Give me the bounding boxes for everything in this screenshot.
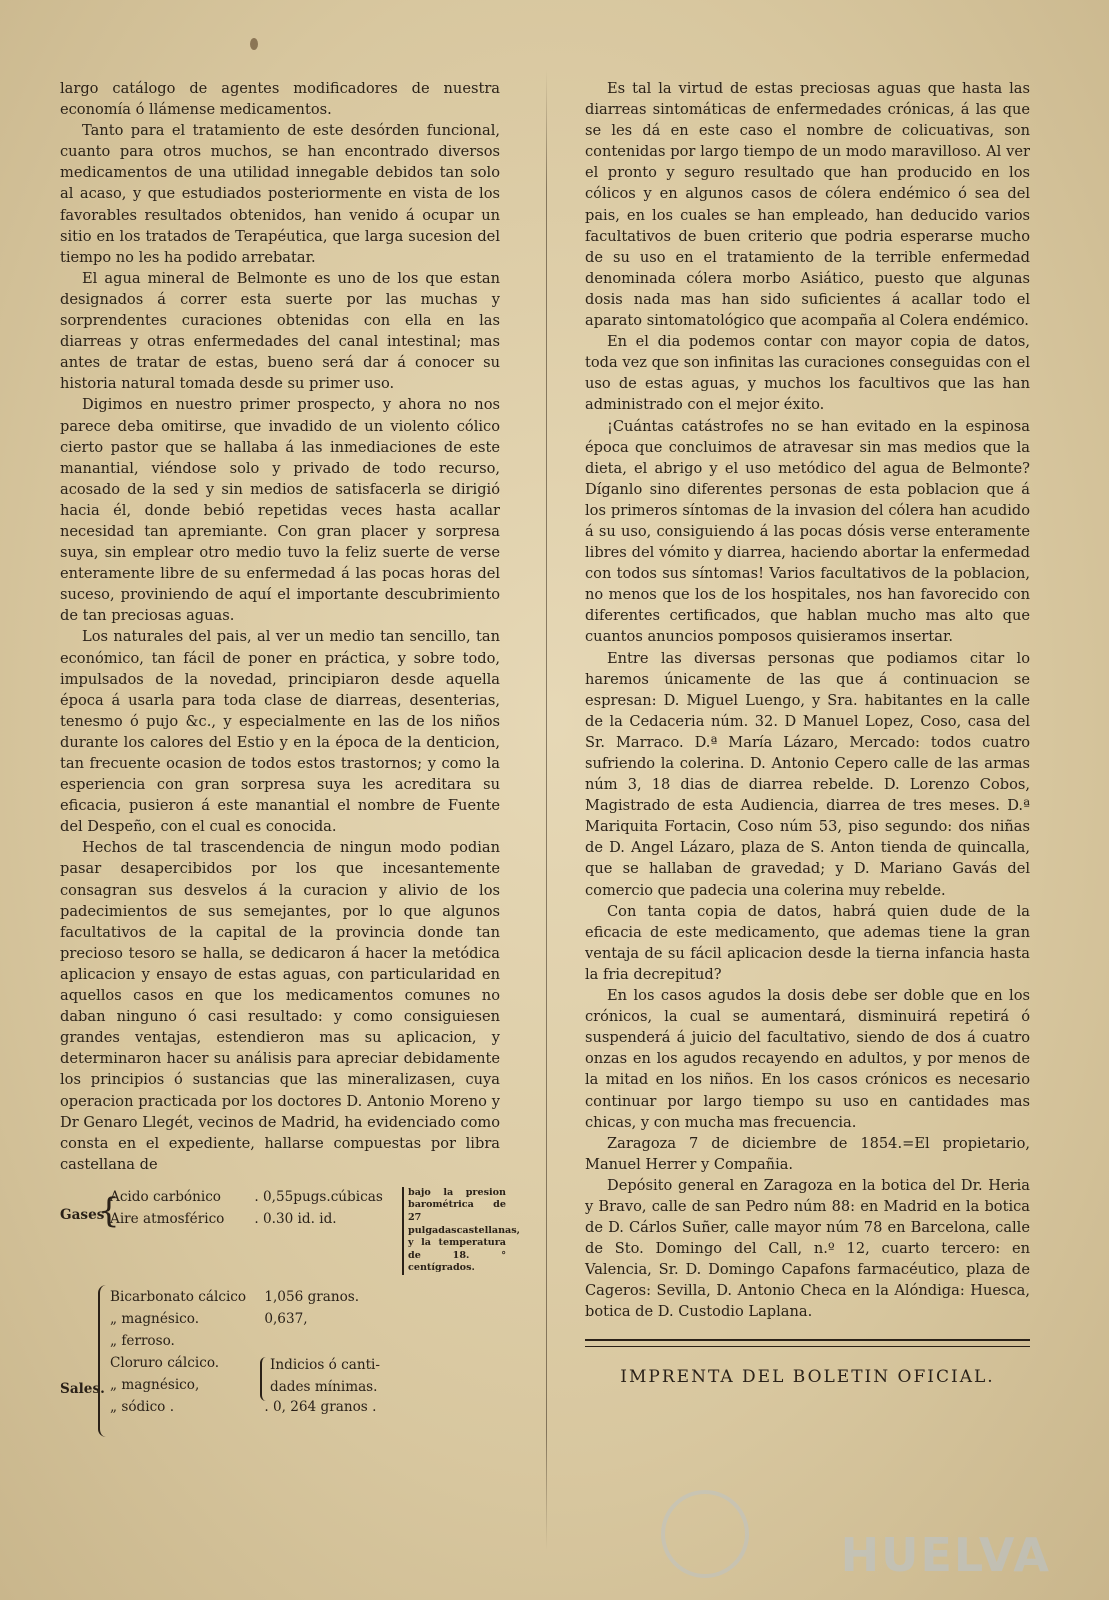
right-paragraph-2: En el dia podemos contar con mayor copia de datos, toda vez que son infinitas las curaciones conseguidas con el uso de estas aguas, y muchos los facultivos que las han administrado con el mejor éxito.: [585, 333, 1030, 414]
gas-quantity: . 0.30 id. id.: [254, 1210, 337, 1227]
right-column: [585, 78, 1030, 1388]
ink-stain: [250, 38, 258, 50]
deposit-paragraph: Depósito general en Zaragoza en la botica del Dr. Heria y Bravo, calle de san Pedro núm 88: en Madrid en la botica de D. Cárlos Suñer, calle mayor núm 78 en Barcelona, calle de Sto. Domingo del Call, n.º 12, cuarto tercero: en Valencia, Sr. D. Domingo Capafons farmacéutico, plaza de Cageros: Sevilla, D. Antonio Checa en la Alóndiga: Huesca, botica de D. Custodio Laplana.: [585, 1176, 1030, 1321]
left-column: [60, 78, 521, 1442]
salt-row: [110, 1331, 440, 1352]
salt-name: „ magnésico,: [110, 1376, 200, 1393]
gas-row: [110, 1187, 400, 1208]
archive-watermark: HUELVA: [840, 1528, 1051, 1582]
salt-name: Cloruro cálcico.: [110, 1354, 220, 1371]
salt-name: „ ferroso.: [110, 1332, 175, 1349]
column-divider: [546, 70, 547, 1550]
salts-label: Sales.: [60, 1380, 105, 1397]
right-paragraph-4: Entre las diversas personas que podiamos citar lo haremos únicamente de las que á continuacion se espresan: D. Miguel Luengo, y Sra. habitantes en la calle de la Cedaceria núm. 32. D Manuel Lopez, Coso, casa del Sr. Marraco. D.ª María Lázaro, Mercado: todos cuatro sufriendo la colerina. D. Antonio Cepero calle de las armas núm 3, 18 dias de diarrea rebelde. D. Lorenzo Cobos, Magistrado de esta Audiencia, diarrea de tres meses. D.ª Mariquita Fortacin, Coso núm 53, piso segundo: dos niñas de D. Angel Lázaro, plaza de S. Anton tienda de quincalla, que se hallaban de gravedad; y D. Mariano Gavás del comercio que padecia una colerina muy rebelde.: [585, 649, 1030, 899]
left-paragraph-4: Digimos en nuestro primer prospecto, y ahora no nos parece deba omitirse, que invadido de un violento cólico cierto pastor que se hallaba á las inmediaciones de este manantial, viéndose solo y privado de todo recurso, acosado de la sed y sin medios de satisfacerla se dirigió hacia él, donde bebió repetidas veces hasta acallar necesidad tan apremiante. Con gran placer y sorpresa suya, sin emplear otro medio tuvo la feliz suerte de verse enteramente libre de su enfermedad á las pocas horas del suceso, proviniendo de aquí el importante descubrimiento de tan preciosas aguas.: [60, 396, 500, 625]
salt-quantity: 0,637,: [264, 1310, 308, 1327]
salt-name: „ sódico .: [110, 1398, 175, 1415]
indicios-brace: [260, 1357, 268, 1401]
right-paragraph-3: ¡Cuántas catástrofes no se han evitado en la espinosa época que concluimos de atravesar sin mas medios que la dieta, el abrigo y el uso metódico del agua de Belmonte? Díganlo sino diferentes personas de esta poblacion que á los primeros síntomas de la invasion del cólera han acudido á su uso, consiguiendo á las pocas dósis verse enteramente libres del vómito y diarrea, haciendo abortar la enfermedad con todos sus síntomas! Varios facultativos de la poblacion, no menos que los de los hospitales, nos han favorecido con diferentes certificados, que hablan mucho mas alto que cuantos anuncios pomposos quisieramos insertar.: [585, 417, 1030, 646]
salt-name: Bicarbonato cálcico: [110, 1288, 247, 1305]
left-paragraph-1: largo catálogo de agentes modificadores de nuestra economía ó llámense medicamentos.: [60, 80, 500, 119]
gas-name: Acido carbónico: [110, 1188, 221, 1205]
salt-quantity: . 0, 264 granos .: [264, 1398, 377, 1415]
left-paragraph-5: Los naturales del pais, al ver un medio tan sencillo, tan económico, tan fácil de poner en práctica, y sobre todo, impulsados de la novedad, principiaron desde aquella época á usarla para toda clase de diarreas, desenterias, tenesmo ó pujo &c., y especialmente en las de los niños durante los calores del Estio y en la época de la denticion, tan frecuente ocasion de todos estos trastornos; y como la esperiencia con gran sorpresa suya les acreditara su eficacia, pusieron á este manantial el nombre de Fuente del Despeño, con el cual es conocida.: [60, 628, 500, 836]
right-paragraph-1: Es tal la virtud de estas preciosas aguas que hasta las diarreas sintomáticas de enfermedades crónicas, á las que se les dá en este caso el nombre de colicuativas, son contenidas por largo tiempo de un modo maravilloso. Al ver el pronto y seguro resultado que han producido en los cólicos y en algunos casos de cólera endémico ó sea del pais, en los cuales se han empleado, han deducido varios facultativos de buen criterio que podria esperarse mucho de su uso en el tratamiento de la terrible enfermedad denominada cólera morbo Asiático, puesto que algunas dosis nada mas han sido suficientes á acallar todo el aparato sintomatológico que acompaña al Colera endémico.: [585, 80, 1030, 330]
salt-row: [110, 1287, 440, 1308]
right-paragraph-6: En los casos agudos la dosis debe ser doble que en los crónicos, la cual se aumentará, disminuirá repetirá ó suspenderá á juicio del facultativo, siendo de dos á cuatro onzas en los agudos recayendo en adultos, y por menos de la mitad en los niños. En los casos crónicos es necesario continuar por largo tiempo su uso en cantidades mas chicas, y con mucha mas frecuencia.: [585, 987, 1030, 1131]
salt-row: [110, 1397, 440, 1418]
gases-label: Gases: [60, 1206, 105, 1223]
left-paragraph-6: Hechos de tal trascendencia de ningun modo podian pasar desapercibidos por los que incesantemente consagran sus desvelos á la curacion y alivio de los padecimientos de sus semejantes, por lo que algunos facultativos de la capital de la provincia donde tan precioso tesoro se halla, se dedicaron á hacer la metódica aplicacion y ensayo de estas aguas, con particularidad en aquellos casos en que los medicamentos comunes no daban ninguno ó casi resultado: y como consiguiesen grandes ventajas, estendieron mas su aplicacion, y determinaron hacer su análisis para apreciar debidamente los principios ó sustancias que las mineralizasen, cuya operacion practicada por los doctores D. Antonio Moreno y Dr Genaro Llegét, vecinos de Madrid, ha evidenciado como consta en el expediente, hallarse compuestas por libra castellana de: [60, 839, 500, 1173]
left-paragraph-2: Tanto para el tratamiento de este desórden funcional, cuanto para otros muchos, se han encontrado diversos medicamentos de una utilidad innegable debidos tan solo al acaso, y que estudiados posteriormente en vista de los favorables resultados obtenidos, han venido á ocupar un sitio en los tratados de Terapéutica, que larga sucesion del tiempo no les ha podido arrebatar.: [60, 122, 500, 266]
composition-table: [60, 1186, 521, 1442]
gases-brace: {: [98, 1190, 120, 1231]
pressure-note: bajo la presion barométrica de 27 pulgadascastellanas, y la temperatura de 18. ° centígrados.: [402, 1187, 506, 1275]
closing-rule: [585, 1339, 1030, 1347]
printer-imprint: IMPRENTA DEL BOLETIN OFICIAL.: [620, 1366, 995, 1387]
right-paragraph-5: Con tanta copia de datos, habrá quien dude de la eficacia de este medicamento, que ademas tiene la gran ventaja de su fácil aplicacion desde la tierna infancia hasta la fria decrepitud?: [585, 902, 1030, 983]
salt-row: [110, 1309, 440, 1330]
archive-emblem-icon: [661, 1490, 749, 1578]
left-paragraph-3: El agua mineral de Belmonte es uno de los que estan designados á correr esta suerte por las muchas y sorprendentes curaciones obtenidas con ella en las diarreas y otras enfermedades del canal intestinal; mas antes de tratar de estas, bueno será dar á conocer su historia natural tomada desde su primer uso.: [60, 269, 500, 393]
indicios-line: dades mínimas.: [270, 1378, 378, 1395]
gas-quantity: . 0,55pugs.cúbicas: [254, 1188, 383, 1205]
gas-name: Aire atmosférico: [110, 1210, 225, 1227]
salt-name: „ magnésico.: [110, 1310, 200, 1327]
indicios-line: Indicios ó canti-: [270, 1356, 380, 1373]
salts-brace: [98, 1285, 108, 1437]
signature-line: Zaragoza 7 de diciembre de 1854.=El propietario, Manuel Herrer y Compañia.: [585, 1134, 1030, 1173]
salt-quantity: 1,056 granos.: [264, 1288, 360, 1305]
gas-row: [110, 1209, 400, 1230]
